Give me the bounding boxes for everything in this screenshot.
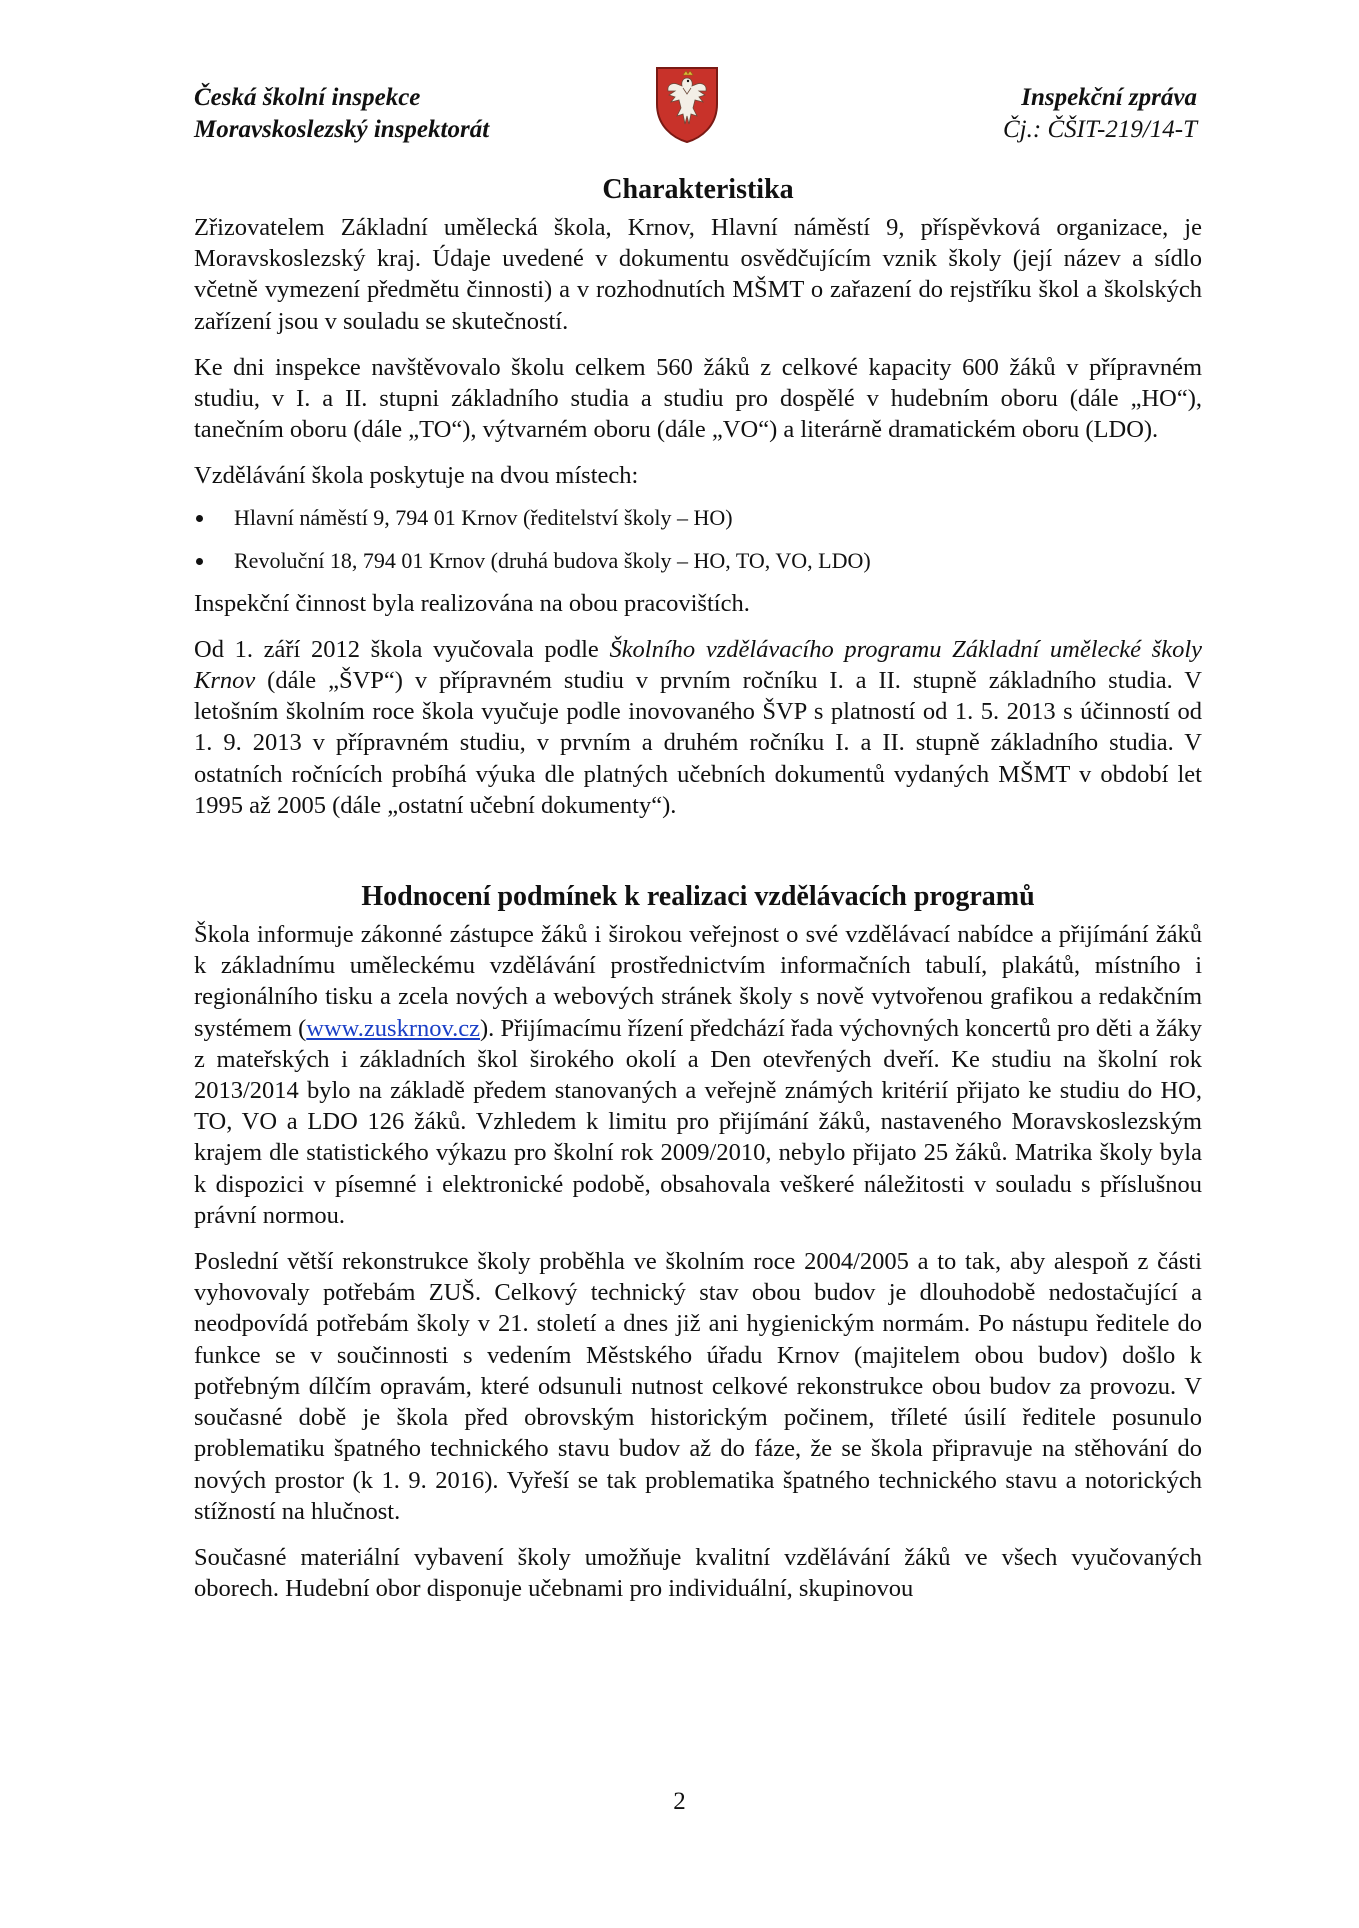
paragraph-text: (dále „ŠVP“) v přípravném studiu v prvním ročníku I. a II. stupně základního studia. V letošním školním roce škola vyučuje podle inovovaného ŠVP s platností od 1. 5. 2013 s účinností od 1. 9. 2013 v přípravném studiu, v prvním a druhém ročníku I. a II. stupně základního studia. V ostatních ročnících probíhá výuka dle platných učebních dokumentů vydaných MŠMT v období let 1995 až 2005 (dále „ostatní učební dokumenty“). (194, 667, 1202, 819)
paragraph: Inspekční činnost byla realizována na obou pracovištích. (194, 589, 750, 617)
paragraph: Ke dni inspekce navštěvovalo školu celkem 560 žáků z celkové kapacity 600 žáků v přípravném studiu, v I. a II. stupni základního studia a studiu pro dospělé v hudebním oboru (dále „HO“), tanečním oboru (dále „TO“), výtvarném oboru (dále „VO“) a literárně dramatickém oboru (LDO). (194, 353, 1202, 444)
paragraph: Současné materiální vybavení školy umožňuje kvalitní vzdělávání žáků ve všech vyučovaných oborech. Hudební obor disponuje učebnami pro individuální, skupinovou (194, 1543, 1202, 1603)
reference-number: Čj.: ČŠIT-219/14-T (1003, 116, 1197, 143)
bullet-icon (196, 558, 203, 565)
school-website-link[interactable]: www.zuskrnov.cz (306, 1014, 481, 1042)
list-item-text: Revoluční 18, 794 01 Krnov (druhá budova školy – HO, TO, VO, LDO) (234, 547, 871, 573)
header-right (1003, 82, 1197, 146)
page-number: 2 (673, 1788, 686, 1815)
section-title-conditions: Hodnocení podmínek k realizaci vzdělávacích programů (361, 881, 1035, 913)
silesian-eagle-coat-of-arms-icon (653, 64, 721, 144)
paragraph: Poslední větší rekonstrukce školy proběhla ve školním roce 2004/2005 a to tak, aby alespoň z části vyhovovaly potřebám ZUŠ. Celkový technický stav obou budov je dlouhodobě nedostačující a neodpovídá potřebám školy v 21. století a dnes již ani hygienickým normám. Po nástupu ředitele do funkce se v součinnosti s vedením Městského úřadu Krnov (majitelem obou budov) došlo k potřebným dílčím opravám, které odsunuli nutnost celkové rekonstrukce obou budov za provozu. V současné době je škola před obrovským historickým počinem, tříleté úsilí ředitele posunulo problematiku špatného technického stavu budov až do fáze, že se škola připravuje na stěhování do nových prostor (k 1. 9. 2016). Vyřeší se tak problematika špatného technického stavu a notorických stížností na hlučnost. (194, 1248, 1202, 1525)
bullet-icon (196, 515, 203, 522)
list-item (194, 545, 1202, 576)
program-title: Školního vzdělávacího programu Základní umělecké školy Krnov (194, 635, 1203, 695)
section-title-characteristics: Charakteristika (602, 174, 794, 205)
paragraph-text: Škola informuje zákonné zástupce žáků i širokou veřejnost o své vzdělávací nabídce a přijímání žáků k základnímu uměleckému vzdělávání prostřednictvím informačních tabulí, plakátů, místního i regionálního tisku a zcela nových a webových stránek školy s nově vytvořenou grafikou a redakčním systémem ( (194, 921, 1202, 1042)
paragraph (194, 634, 1202, 821)
locations-list (194, 502, 1202, 576)
paragraph: Zřizovatelem Základní umělecká škola, Krnov, Hlavní náměstí 9, příspěvková organizace, je Moravskoslezský kraj. Údaje uvedené v dokumentu osvědčujícím vznik školy (její název a sídlo včetně vymezení předmětu činnosti) a v rozhodnutích MŠMT o zařazení do rejstříku škol a školských zařízení jsou v souladu se skutečností. (194, 214, 1202, 335)
list-item (194, 502, 1202, 533)
paragraph: Vzdělávání škola poskytuje na dvou místech: (194, 462, 639, 490)
paragraph (194, 919, 1202, 1231)
paragraph-text: ). Přijímacímu řízení předchází řada výchovných koncertů pro děti a žáky z mateřských i základních škol širokého okolí a Den otevřených dveří. Ke studiu na školní rok 2013/2014 bylo na základě předem stanovaných a veřejně známých kritérií přijato ke studiu do HO, TO, VO a LDO 126 žáků. Vzhledem k limitu pro přijímání žáků, nastaveného Moravskoslezským krajem dle statistického výkazu pro školní rok 2009/2010, nebylo přijato 25 žáků. Matrika školy byla k dispozici v písemné i elektronické podobě, obsahovala veškeré náležitosti v souladu s příslušnou právní normou. (194, 1014, 1202, 1229)
header-left (194, 82, 489, 146)
paragraph-text: Od 1. září 2012 škola vyučovala podle (194, 635, 610, 663)
inspection-authority: Česká školní inspekce (194, 84, 421, 111)
regional-inspectorate: Moravskoslezský inspektorát (194, 116, 490, 143)
list-item-text: Hlavní náměstí 9, 794 01 Krnov (ředitelství školy – HO) (234, 504, 733, 530)
main-content (194, 170, 1202, 1619)
report-type: Inspekční zpráva (1021, 84, 1197, 111)
